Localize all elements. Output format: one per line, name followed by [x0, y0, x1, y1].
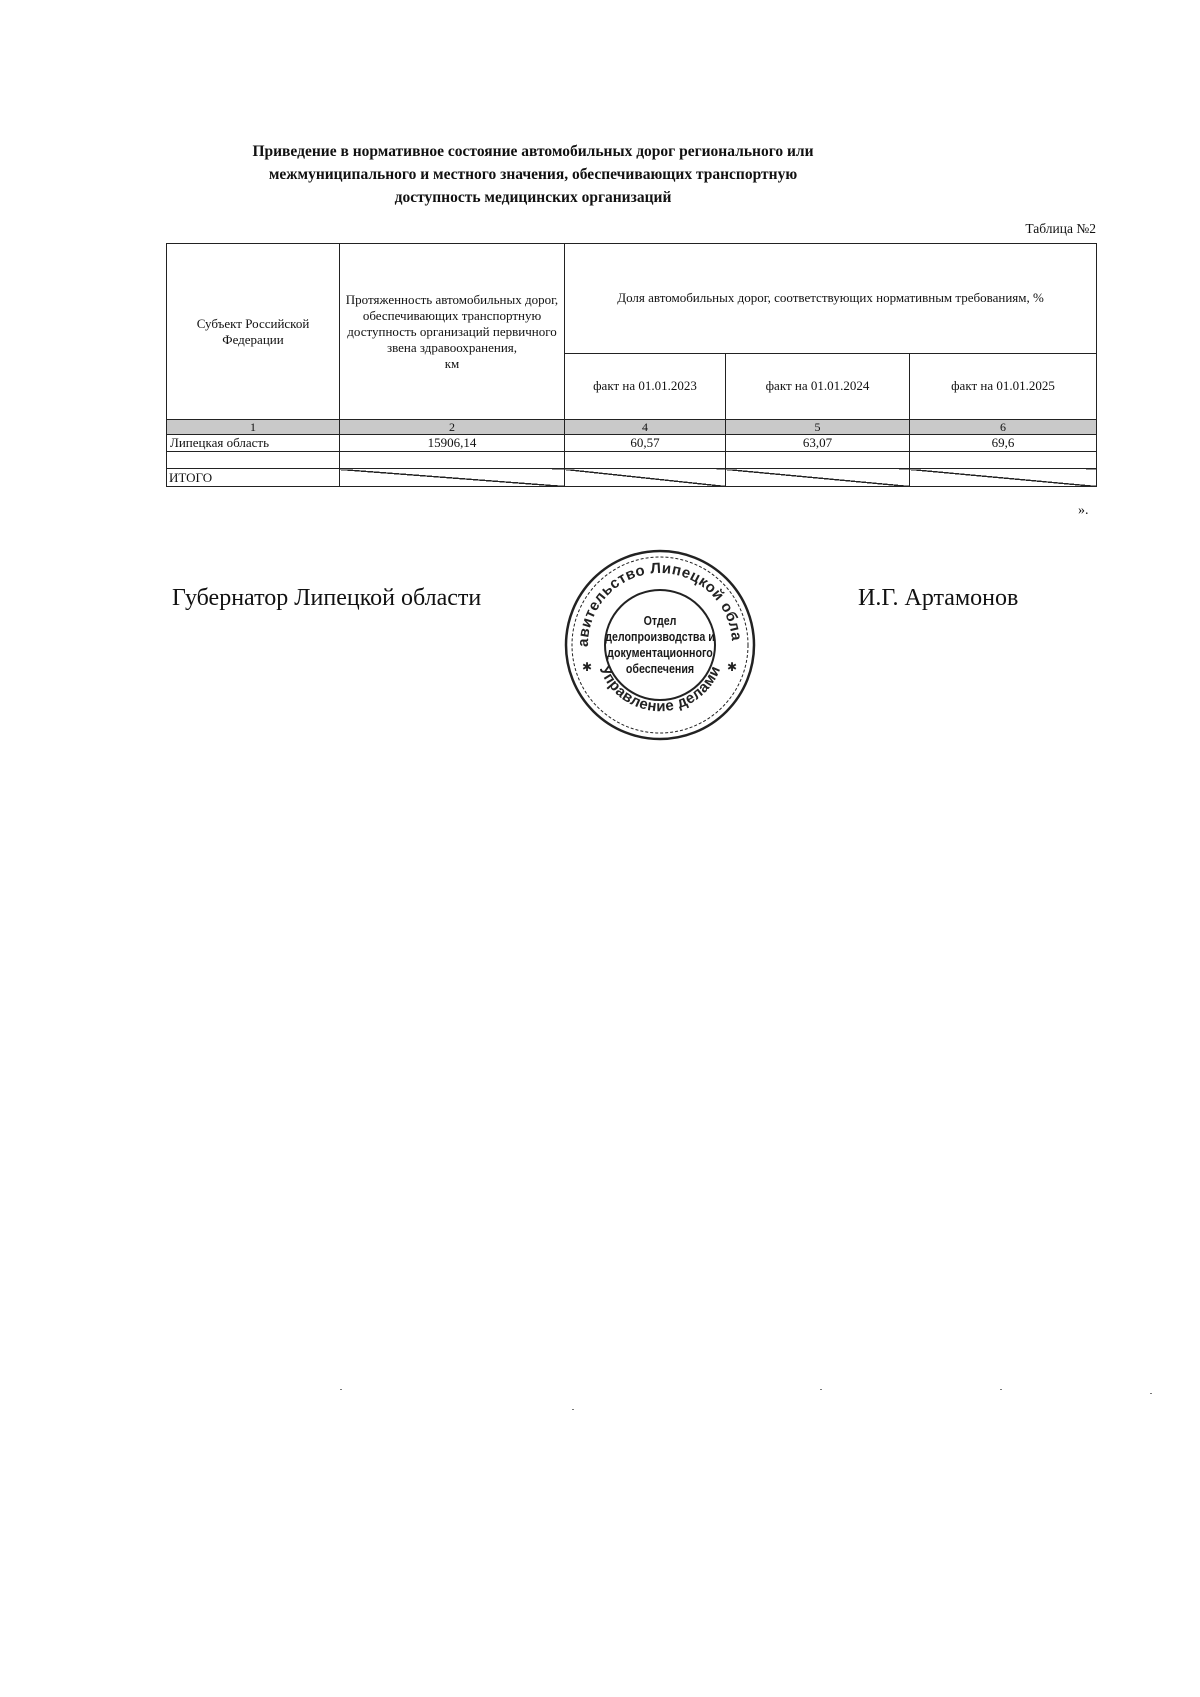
scan-speck [820, 1389, 822, 1390]
empty-cell [340, 452, 565, 469]
total-row [167, 469, 1097, 487]
header-length-unit: км [444, 355, 460, 371]
title-line: доступность медицинских организаций [394, 189, 672, 206]
seal-star-icon: ✱ [727, 660, 738, 674]
table-row [167, 435, 1097, 452]
signatory-name: И.Г. Артамонов [858, 585, 1019, 611]
crossed-cell [340, 469, 565, 487]
seal-ring-top-text: авительство Липецкой обла [574, 559, 745, 648]
cell-subject: Липецкая область [167, 435, 340, 452]
empty-cell [167, 452, 340, 469]
seal-ring-bottom-text: Управление делами [595, 663, 725, 716]
cell-fact-2024: 63,07 [726, 435, 910, 452]
column-number: 2 [340, 420, 565, 435]
empty-row [167, 452, 1097, 469]
scan-speck [340, 1389, 342, 1390]
document-title [168, 140, 898, 209]
column-number: 4 [565, 420, 726, 435]
column-number: 6 [910, 420, 1097, 435]
scan-speck [1150, 1393, 1152, 1394]
total-label: ИТОГО [167, 469, 340, 487]
header-fact-2023: факт на 01.01.2023 [565, 353, 726, 419]
cell-fact-2025: 69,6 [910, 435, 1097, 452]
signatory-position: Губернатор Липецкой области [172, 585, 482, 611]
crossed-cell [565, 469, 726, 487]
header-share: Доля автомобильных дорог, соответствующих нормативным требованиям, % [565, 244, 1097, 354]
scan-speck [572, 1409, 574, 1410]
header-length [340, 244, 565, 420]
roads-table [166, 243, 1097, 487]
closing-quote: ». [1078, 503, 1089, 518]
empty-cell [726, 452, 910, 469]
scan-speck [1000, 1389, 1002, 1390]
title-line: Приведение в нормативное состояние автомобильных дорог регионального или [252, 143, 814, 160]
header-row [167, 244, 1097, 354]
crossed-cell [726, 469, 910, 487]
column-number-row [167, 420, 1097, 435]
column-number: 5 [726, 420, 910, 435]
header-length-text: Протяженность автомобильных дорог, обеспечивающих транспортную доступность организаций первичного звена здравоохранения, [345, 291, 559, 355]
empty-cell [910, 452, 1097, 469]
seal-star-icon: ✱ [582, 660, 593, 674]
column-number: 1 [167, 420, 340, 435]
header-subject: Субъект Российской Федерации [167, 244, 340, 420]
cell-length: 15906,14 [340, 435, 565, 452]
table-number: Таблица №2 [1025, 221, 1096, 236]
empty-cell [565, 452, 726, 469]
title-line: межмуниципального и местного значения, обеспечивающих транспортную [268, 166, 798, 183]
cell-fact-2023: 60,57 [565, 435, 726, 452]
crossed-cell [910, 469, 1097, 487]
official-seal [560, 545, 760, 745]
header-fact-2024: факт на 01.01.2024 [726, 353, 910, 419]
header-fact-2025: факт на 01.01.2025 [910, 353, 1097, 419]
seal-center-text: Отдел делопроизводства и документационного обеспечения [605, 613, 715, 676]
